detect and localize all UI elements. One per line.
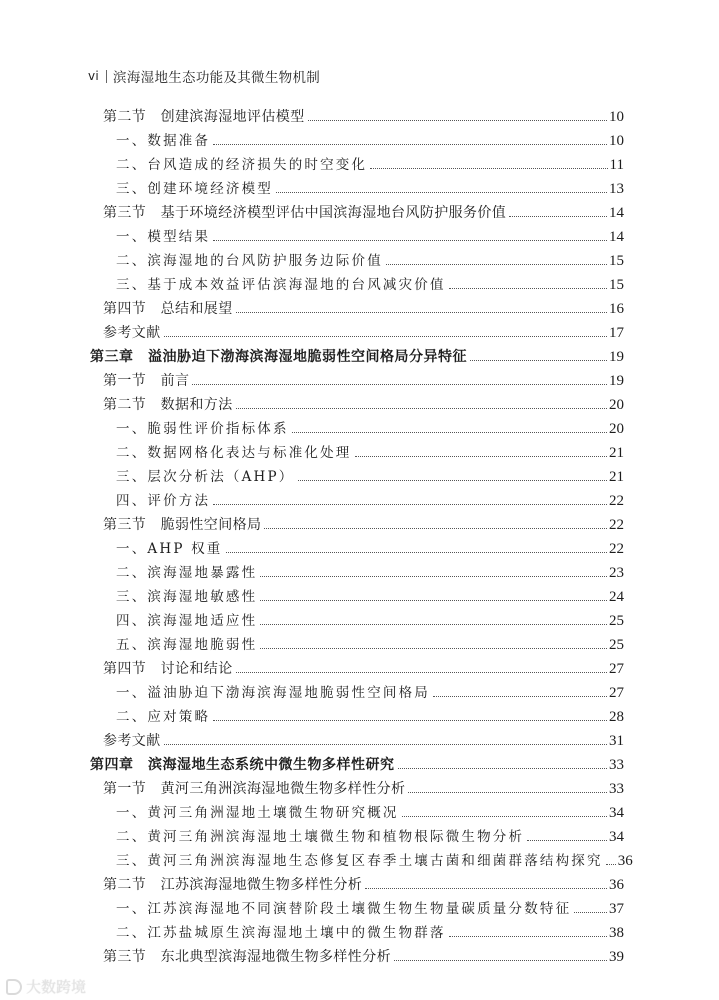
toc-entry-title: 二、应对策略 — [116, 709, 211, 725]
dot-leader — [470, 360, 607, 361]
toc-entry-item[interactable] — [116, 248, 624, 270]
dot-leader — [236, 312, 607, 313]
dot-leader — [260, 600, 607, 601]
toc-entry-section[interactable] — [103, 104, 624, 126]
toc-entry-item[interactable] — [116, 920, 624, 942]
toc-entry-title: 三、创建环境经济模型 — [116, 181, 273, 197]
toc-entry-title: 一、脆弱性评价指标体系 — [116, 421, 289, 437]
toc-entry-item[interactable] — [116, 440, 624, 462]
toc-entry-title: 参考文献 — [103, 733, 161, 749]
toc-entry-item[interactable] — [116, 704, 624, 726]
dot-leader — [298, 480, 607, 481]
toc-entry-item[interactable] — [116, 416, 624, 438]
toc-entry-item[interactable] — [116, 560, 624, 582]
dot-leader — [260, 648, 607, 649]
toc-entry-page: 22 — [609, 493, 624, 509]
toc-entry-item[interactable] — [116, 584, 624, 606]
dot-leader — [398, 768, 608, 769]
toc-entry-page: 39 — [609, 949, 624, 965]
dot-leader — [164, 336, 607, 337]
toc-entry-item[interactable] — [116, 848, 633, 870]
toc-entry-page: 19 — [609, 373, 624, 389]
toc-entry-page: 34 — [609, 805, 624, 821]
toc-entry-item[interactable] — [116, 632, 624, 654]
toc-entry-title: 第三节 东北典型滨海湿地微生物多样性分析 — [103, 949, 391, 965]
toc-entry-title: 第二节 数据和方法 — [103, 397, 233, 413]
toc-entry-title: 一、模型结果 — [116, 229, 211, 245]
toc-entry-page: 16 — [609, 301, 624, 317]
running-header — [88, 66, 320, 86]
dot-leader — [236, 408, 607, 409]
toc-entry-title: 一、江苏滨海湿地不同演替阶段土壤微生物生物量碳质量分数特征 — [116, 901, 572, 917]
dot-leader — [365, 888, 607, 889]
toc-entry-section[interactable] — [103, 392, 624, 414]
toc-entry-title: 三、基于成本效益评估滨海湿地的台风减灾价值 — [116, 277, 446, 293]
toc-entry-title: 第三节 脆弱性空间格局 — [103, 517, 262, 533]
toc-entry-title: 三、滨海湿地敏感性 — [116, 589, 258, 605]
toc-entry-title: 一、数据准备 — [116, 133, 211, 149]
toc-entry-page: 21 — [609, 445, 624, 461]
toc-entry-page: 22 — [609, 517, 624, 533]
dot-leader — [402, 816, 607, 817]
toc-entry-section[interactable] — [103, 296, 624, 318]
toc-entry-item[interactable] — [116, 608, 624, 630]
toc-entry-page: 21 — [609, 469, 624, 485]
toc-entry-title: 二、台风造成的经济损失的时空变化 — [116, 157, 368, 173]
toc-entry-section[interactable] — [103, 512, 624, 534]
toc-entry-page: 36 — [609, 877, 624, 893]
dot-leader — [164, 744, 607, 745]
dot-leader — [386, 264, 607, 265]
dot-leader — [292, 432, 607, 433]
toc-entry-title: 二、数据网格化表达与标准化处理 — [116, 445, 352, 461]
toc-entry-page: 14 — [609, 205, 624, 221]
toc-entry-title: 五、滨海湿地脆弱性 — [116, 637, 258, 653]
dot-leader — [527, 840, 607, 841]
dot-leader — [370, 168, 607, 169]
toc-entry-title: 二、江苏盐城原生滨海湿地土壤中的微生物群落 — [116, 925, 446, 941]
dot-leader — [226, 552, 608, 553]
toc-entry-item[interactable] — [116, 224, 624, 246]
watermark — [6, 976, 86, 997]
toc-entry-section[interactable] — [103, 872, 624, 894]
toc-entry-title: 第三章 溢油胁迫下渤海滨海湿地脆弱性空间格局分异特征 — [90, 349, 467, 365]
toc-entry-title: 第四节 讨论和结论 — [103, 661, 233, 677]
toc-entry-title: 四、评价方法 — [116, 493, 211, 509]
logo-icon — [6, 979, 22, 995]
toc-entry-section[interactable] — [103, 944, 624, 966]
toc-entry-item[interactable] — [116, 824, 624, 846]
toc-entry-page: 14 — [609, 229, 624, 245]
toc-entry-page: 19 — [609, 349, 624, 365]
dot-leader — [449, 288, 607, 289]
toc-entry-title: 第四章 滨海湿地生态系统中微生物多样性研究 — [90, 757, 395, 773]
dot-leader — [213, 504, 607, 505]
dot-leader — [394, 960, 607, 961]
toc-entry-chapter[interactable] — [90, 752, 624, 774]
toc-entry-title: 三、黄河三角洲滨海湿地生态修复区春季土壤古菌和细菌群落结构探究 — [116, 853, 603, 869]
toc-entry-page: 22 — [609, 541, 624, 557]
page-number: vi — [88, 69, 100, 83]
toc-entry-title: 第四节 总结和展望 — [103, 301, 233, 317]
toc-entry-item[interactable] — [116, 128, 624, 150]
dot-leader — [449, 936, 607, 937]
toc-entry-page: 25 — [609, 637, 624, 653]
toc-entry-page: 20 — [609, 421, 624, 437]
toc-entry-title: 第三节 基于环境经济模型评估中国滨海湿地台风防护服务价值 — [103, 205, 507, 221]
dot-leader — [509, 216, 607, 217]
toc-entry-item[interactable] — [116, 896, 624, 918]
toc-entry-item[interactable] — [116, 152, 624, 174]
toc-entry-page: 11 — [609, 157, 624, 173]
dot-leader — [236, 672, 607, 673]
toc-entry-ref[interactable] — [103, 320, 624, 342]
toc-entry-title: 第二节 江苏滨海湿地微生物多样性分析 — [103, 877, 363, 893]
toc-entry-title: 第一节 前言 — [103, 373, 190, 389]
toc-entry-page: 17 — [609, 325, 624, 341]
dot-leader — [433, 696, 607, 697]
toc-entry-page: 27 — [609, 661, 624, 677]
toc-entry-page: 15 — [609, 277, 624, 293]
toc-entry-item[interactable] — [116, 488, 624, 510]
toc-entry-page: 13 — [609, 181, 624, 197]
dot-leader — [606, 864, 616, 865]
toc-entry-section[interactable] — [103, 776, 624, 798]
toc-entry-page: 36 — [617, 853, 633, 869]
toc-entry-item[interactable] — [116, 176, 624, 198]
dot-leader — [213, 240, 607, 241]
toc-entry-section[interactable] — [103, 200, 624, 222]
toc-entry-page: 15 — [609, 253, 624, 269]
toc-entry-title: 二、黄河三角洲滨海湿地土壤微生物和植物根际微生物分析 — [116, 829, 525, 845]
toc-entry-section[interactable] — [103, 368, 624, 390]
toc-entry-page: 33 — [609, 757, 624, 773]
toc-entry-page: 31 — [609, 733, 624, 749]
toc-entry-title: 一、AHP 权重 — [116, 541, 223, 557]
dot-leader — [213, 720, 607, 721]
toc-entry-page: 28 — [609, 709, 624, 725]
toc-entry-title: 三、层次分析法（AHP） — [116, 469, 295, 485]
dot-leader — [213, 144, 607, 145]
dot-leader — [276, 192, 607, 193]
dot-leader — [355, 456, 608, 457]
dot-leader — [408, 792, 607, 793]
toc-entry-page: 20 — [609, 397, 624, 413]
toc-entry-title: 二、滨海湿地暴露性 — [116, 565, 258, 581]
toc-entry-page: 34 — [609, 829, 624, 845]
dot-leader — [264, 528, 607, 529]
header-divider — [106, 70, 107, 83]
toc-entry-page: 38 — [609, 925, 624, 941]
toc-entry-ref[interactable] — [103, 728, 624, 750]
dot-leader — [574, 912, 607, 913]
toc-entry-title: 二、滨海湿地的台风防护服务边际价值 — [116, 253, 383, 269]
toc-entry-page: 10 — [609, 133, 624, 149]
toc-entry-item[interactable] — [116, 272, 624, 294]
toc-entry-page: 27 — [609, 685, 624, 701]
toc-entry-page: 37 — [609, 901, 624, 917]
dot-leader — [260, 576, 607, 577]
toc-entry-page: 23 — [609, 565, 624, 581]
toc-entry-title: 一、溢油胁迫下渤海滨海湿地脆弱性空间格局 — [116, 685, 430, 701]
toc-entry-title: 第二节 创建滨海湿地评估模型 — [103, 109, 305, 125]
toc-entry-item[interactable] — [116, 464, 624, 486]
toc-entry-section[interactable] — [103, 656, 624, 678]
toc-entry-item[interactable] — [116, 680, 624, 702]
toc-entry-page: 10 — [609, 109, 624, 125]
toc-entry-page: 25 — [609, 613, 624, 629]
toc-entry-item[interactable] — [116, 800, 624, 822]
toc-entry-title: 第一节 黄河三角洲滨海湿地微生物多样性分析 — [103, 781, 406, 797]
toc-entry-chapter[interactable] — [90, 344, 624, 366]
watermark-text: 大数跨境 — [26, 978, 87, 996]
toc-entry-title: 一、黄河三角洲湿地土壤微生物研究概况 — [116, 805, 399, 821]
toc-entry-title: 参考文献 — [103, 325, 161, 341]
dot-leader — [260, 624, 607, 625]
toc-entry-title: 四、滨海湿地适应性 — [116, 613, 258, 629]
toc-entry-page: 33 — [609, 781, 624, 797]
toc-entry-page: 24 — [609, 589, 624, 605]
dot-leader — [308, 120, 607, 121]
dot-leader — [192, 384, 607, 385]
book-title: 滨海湿地生态功能及其微生物机制 — [113, 70, 321, 86]
toc-entry-item[interactable] — [116, 536, 624, 558]
